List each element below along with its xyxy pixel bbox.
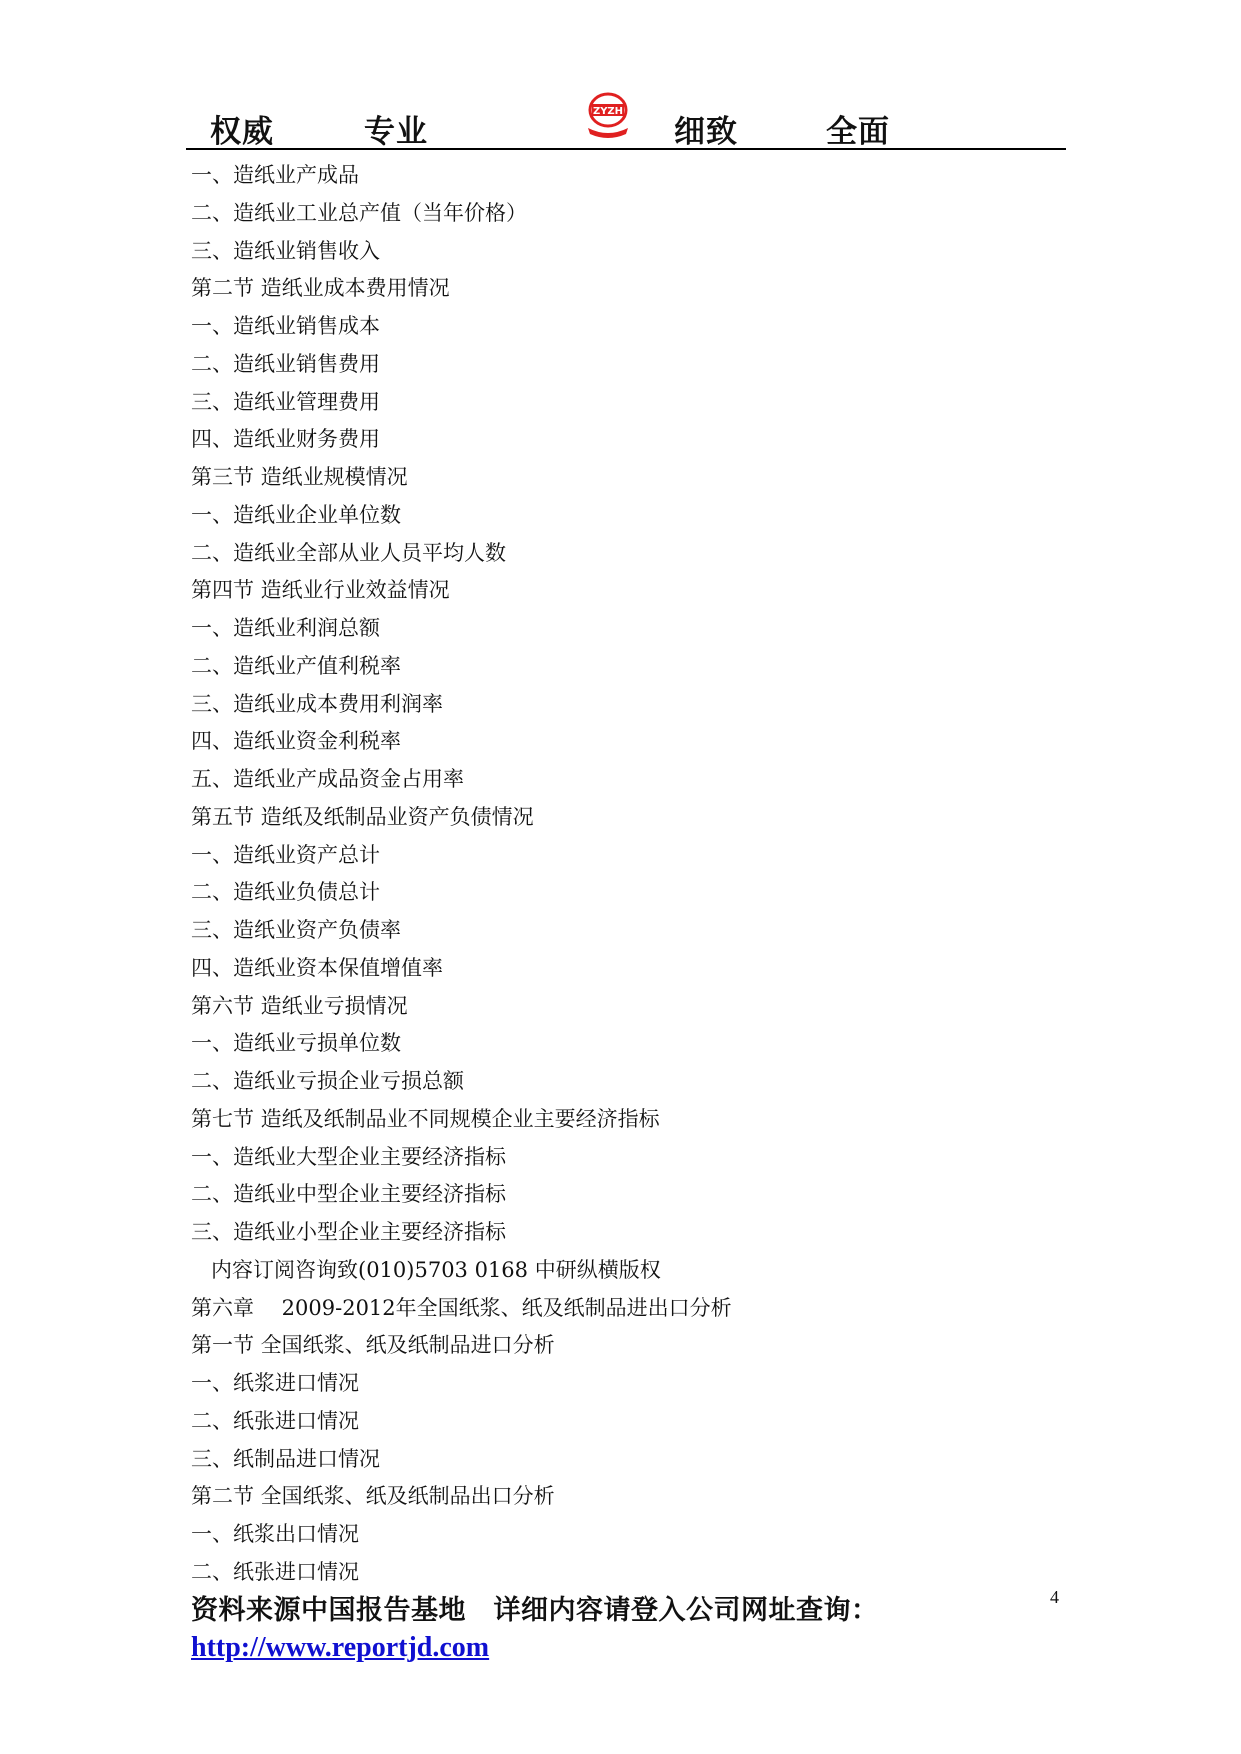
subscription-contact-note: 内容订阅咨询致(010)5703 0168 中研纵横版权 [211, 1257, 661, 1282]
toc-entry: 二、纸张进口情况 [191, 1559, 359, 1584]
toc-chapter: 第六章 2009-2012年全国纸浆、纸及纸制品进出口分析 [191, 1295, 732, 1320]
toc-entry: 四、造纸业资本保值增值率 [191, 955, 443, 980]
toc-entry: 二、造纸业亏损企业亏损总额 [191, 1069, 464, 1093]
company-logo-icon [582, 90, 634, 140]
toc-entry: 一、造纸业利润总额 [191, 616, 380, 640]
header-word-comprehensive: 全面 [826, 114, 890, 150]
toc-section: 第一节 全国纸浆、纸及纸制品进口分析 [191, 1333, 555, 1358]
toc-section: 第七节 造纸及纸制品业不同规模企业主要经济指标 [191, 1106, 660, 1131]
toc-entry: 一、造纸业资产总计 [191, 842, 380, 867]
toc-entry: 一、纸浆进口情况 [191, 1371, 359, 1395]
toc-entry: 一、造纸业产成品 [191, 163, 359, 187]
toc-entry: 一、造纸业销售成本 [191, 314, 380, 338]
toc-entry: 一、造纸业企业单位数 [191, 502, 401, 527]
toc-section: 第六节 造纸业亏损情况 [191, 993, 408, 1018]
footer-source-text: 资料来源中国报告基地 详细内容请登入公司网址查询： [191, 1595, 879, 1626]
toc-entry: 二、造纸业中型企业主要经济指标 [191, 1182, 506, 1207]
logo-text: ZYZH [592, 106, 624, 117]
toc-entry: 一、造纸业大型企业主要经济指标 [191, 1144, 506, 1169]
page-number: 4 [1050, 1587, 1059, 1607]
toc-section: 第四节 造纸业行业效益情况 [191, 578, 450, 603]
toc-entry: 三、造纸业资产负债率 [191, 918, 401, 942]
table-of-contents [191, 157, 1091, 1592]
toc-section: 第三节 造纸业规模情况 [191, 465, 408, 489]
toc-entry: 二、造纸业负债总计 [191, 880, 380, 905]
page-header [186, 84, 1066, 150]
footer-website-link[interactable]: http://www.reportjd.com [191, 1632, 490, 1663]
toc-entry: 三、造纸业销售收入 [191, 238, 380, 263]
toc-entry: 二、纸张进口情况 [191, 1408, 359, 1433]
toc-entry: 三、造纸业成本费用利润率 [191, 691, 443, 716]
toc-entry: 二、造纸业销售费用 [191, 351, 380, 376]
header-word-authority: 权威 [210, 114, 274, 150]
toc-entry: 四、造纸业资金利税率 [191, 729, 401, 754]
header-word-professional: 专业 [364, 114, 428, 150]
toc-section: 第二节 造纸业成本费用情况 [191, 276, 450, 301]
toc-entry: 三、造纸业管理费用 [191, 389, 380, 414]
toc-entry: 三、造纸业小型企业主要经济指标 [191, 1220, 506, 1244]
toc-entry: 二、造纸业产值利税率 [191, 653, 401, 678]
toc-entry: 一、纸浆出口情况 [191, 1522, 359, 1546]
toc-entry: 二、造纸业工业总产值（当年价格） [191, 200, 527, 225]
toc-section: 第五节 造纸及纸制品业资产负债情况 [191, 804, 534, 829]
header-word-detailed: 细致 [674, 114, 738, 150]
toc-entry: 二、造纸业全部从业人员平均人数 [191, 540, 506, 565]
header-divider [186, 148, 1066, 150]
toc-entry: 一、造纸业亏损单位数 [191, 1031, 401, 1056]
toc-entry: 三、纸制品进口情况 [191, 1446, 380, 1471]
toc-entry: 四、造纸业财务费用 [191, 427, 380, 452]
toc-section: 第二节 全国纸浆、纸及纸制品出口分析 [191, 1484, 555, 1509]
toc-entry: 五、造纸业产成品资金占用率 [191, 767, 464, 791]
